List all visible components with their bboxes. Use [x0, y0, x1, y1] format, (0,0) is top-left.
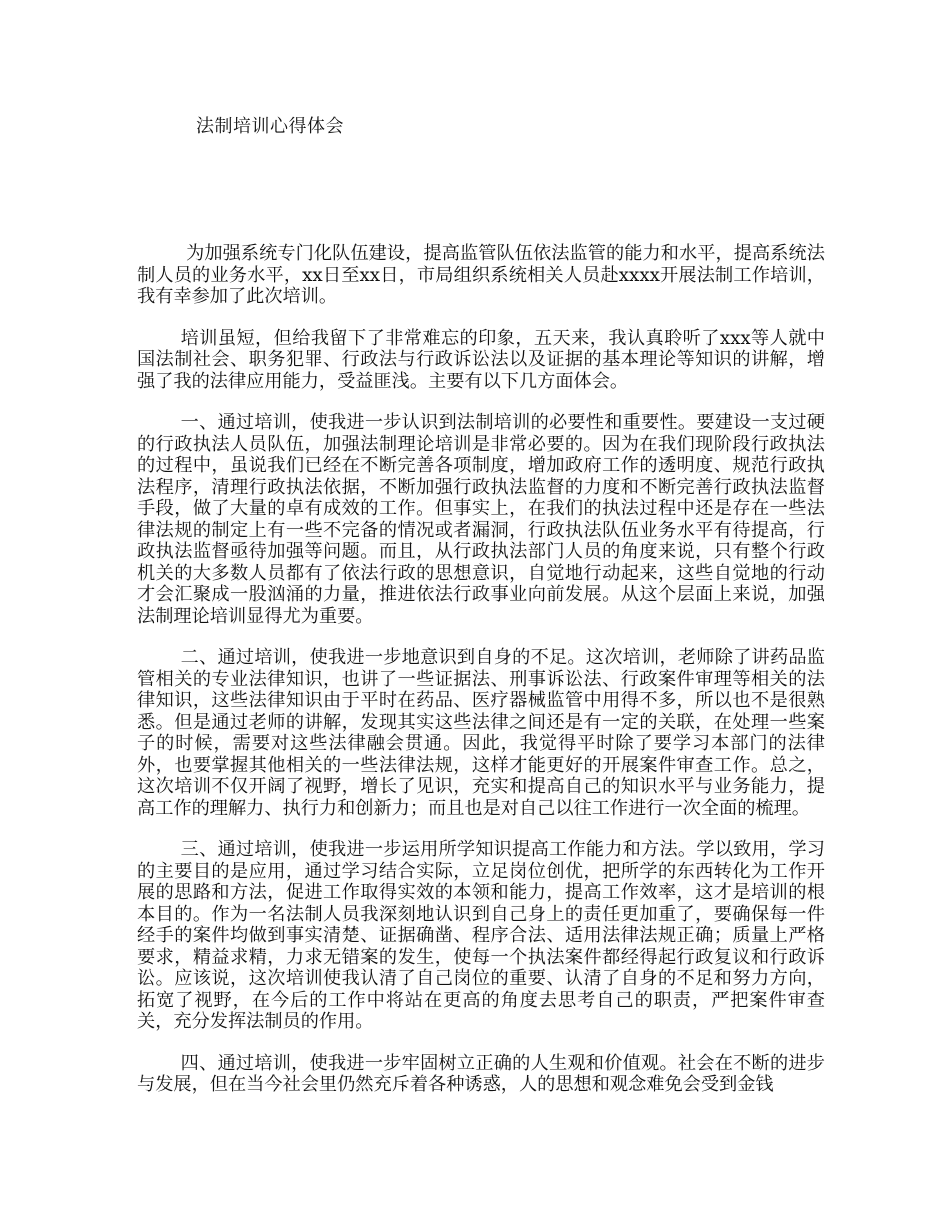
paragraph-point-two: 二、通过培训，使我进一步地意识到自身的不足。这次培训，老师除了讲药品监管相关的专业法律知识，也讲了一些证据法、刑事诉讼法、行政案件审理等相关的法律知识，这些法律知识由于平时在药品、医疗器械监管中用得不多，所以也不是很熟悉。但是通过老师的讲解，发现其实这些法律之间还是有一定的关联，在处理一些案子的时候，需要对这些法律融会贯通。因此，我觉得平时除了要学习本部门的法律外，也要掌握其他相关的一些法律法规，这样才能更好的开展案件审查工作。总之，这次培训不仅开阔了视野，增长了见识，充实和提高自己的知识水平与业务能力，提高工作的理解力、执行力和创新力；而且也是对自己以往工作进行一次全面的梳理。: [137, 647, 825, 819]
paragraph-intro: 为加强系统专门化队伍建设，提高监管队伍依法监管的能力和水平，提高系统法制人员的业务水平，xx日至xx日，市局组织系统相关人员赴xxxx开展法制工作培训，我有幸参加了此次培训。: [137, 243, 825, 307]
paragraph-overview: 培训虽短，但给我留下了非常难忘的印象，五天来，我认真聆听了xxx等人就中国法制社会、职务犯罪、行政法与行政诉讼法以及证据的基本理论等知识的讲解，增强了我的法律应用能力，受益匪浅。主要有以下几方面体会。: [137, 327, 825, 392]
document-title: 法制培训心得体会: [196, 116, 344, 137]
document-body: [137, 243, 825, 1116]
paragraph-point-three: 三、通过培训，使我进一步运用所学知识提高工作能力和方法。学以致用，学习的主要目的是应用，通过学习结合实际，立足岗位创优，把所学的东西转化为工作开展的思路和方法，促进工作取得实效的本领和能力，提高工作效率，这才是培训的根本目的。作为一名法制人员我深刻地认识到自己身上的责任更加重了，要确保每一件经手的案件均做到事实清楚、证据确凿、程序合法、适用法律法规正确；质量上严格要求，精益求精，力求无错案的发生，使每一个执法案件都经得起行政复议和行政诉讼。应该说，这次培训使我认清了自己岗位的重要、认清了自身的不足和努力方向，拓宽了视野，在今后的工作中将站在更高的角度去思考自己的职责，严把案件审查关，充分发挥法制员的作用。: [137, 839, 825, 1032]
paragraph-point-four: 四、通过培训，使我进一步牢固树立正确的人生观和价值观。社会在不断的进步与发展，但在当今社会里仍然充斥着各种诱惑，人的思想和观念难免会受到金钱: [137, 1052, 825, 1095]
paragraph-point-one: 一、通过培训，使我进一步认识到法制培训的必要性和重要性。要建设一支过硬的行政执法人员队伍，加强法制理论培训是非常必要的。因为在我们现阶段行政执法的过程中，虽说我们已经在不断完善各项制度，增加政府工作的透明度、规范行政执法程序，清理行政执法依据，不断加强行政执法监督的力度和不断完善行政执法监督手段，做了大量的卓有成效的工作。但事实上，在我们的执法过程中还是存在一些法律法规的制定上有一些不完备的情况或者漏洞，行政执法队伍业务水平有待提高，行政执法监督亟待加强等问题。而且，从行政执法部门人员的角度来说，只有整个行政机关的大多数人员都有了依法行政的思想意识，自觉地行动起来，这些自觉地的行动才会汇聚成一股汹涌的力量，推进依法行政事业向前发展。从这个层面上来说，加强法制理论培训显得尤为重要。: [137, 412, 825, 627]
